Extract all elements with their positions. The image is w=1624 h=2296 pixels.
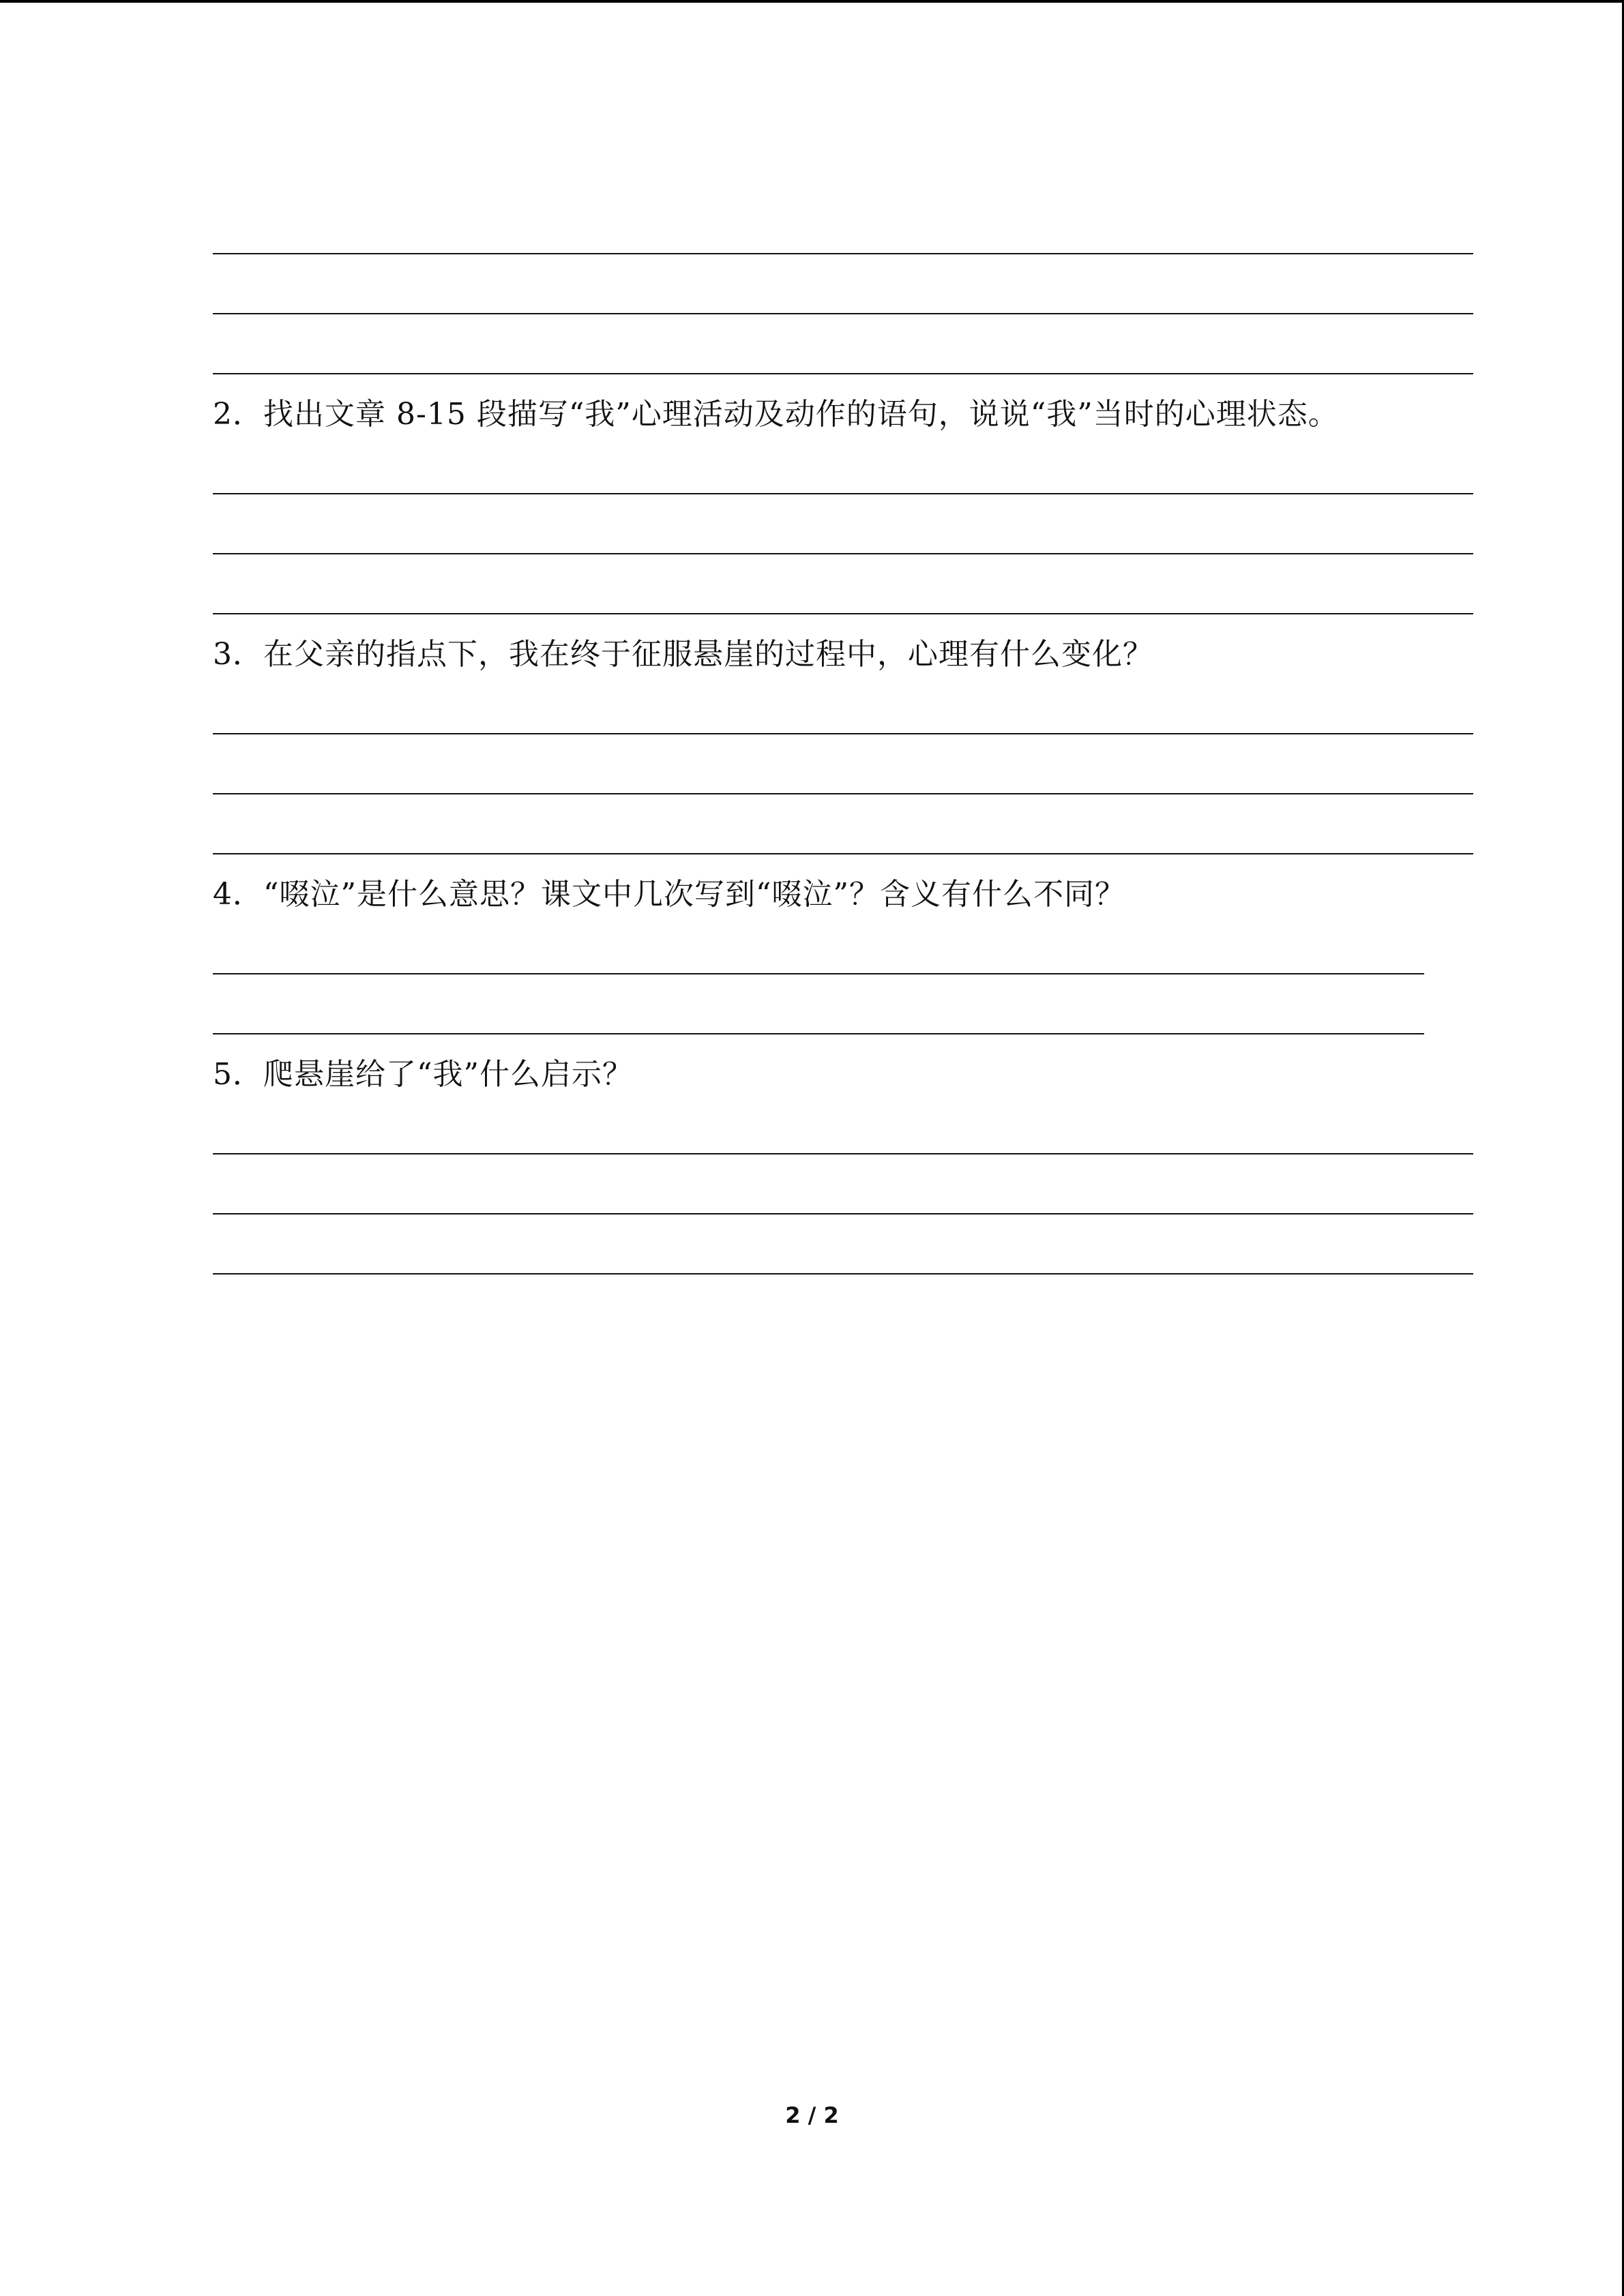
answer-line [213,793,1473,794]
answer-line [213,313,1473,314]
question-4: 4．“啜泣”是什么意思？课文中几次写到“啜泣”？含义有什么不同？ [213,877,1125,912]
answer-line [213,853,1473,854]
answer-line [213,1033,1424,1034]
answer-line [213,493,1473,494]
answer-line [213,973,1424,974]
answer-line [213,373,1473,374]
answer-line [213,553,1473,554]
answer-line [213,733,1473,734]
question-3: 3．在父亲的指点下，我在终于征服悬崖的过程中，心理有什么变化？ [213,637,1153,672]
answer-line [213,1273,1473,1274]
answer-line [213,253,1473,254]
answer-line [213,1213,1473,1214]
question-5: 5．爬悬崖给了“我”什么启示？ [213,1057,633,1092]
answer-line [213,1153,1473,1154]
answer-line [213,613,1473,614]
page-number: 2 / 2 [785,2102,839,2128]
question-2: 2．找出文章 8-15 段描写“我”心理活动及动作的语句，说说“我”当时的心理状态。 [213,397,1339,432]
page-top-border [0,0,1624,3]
